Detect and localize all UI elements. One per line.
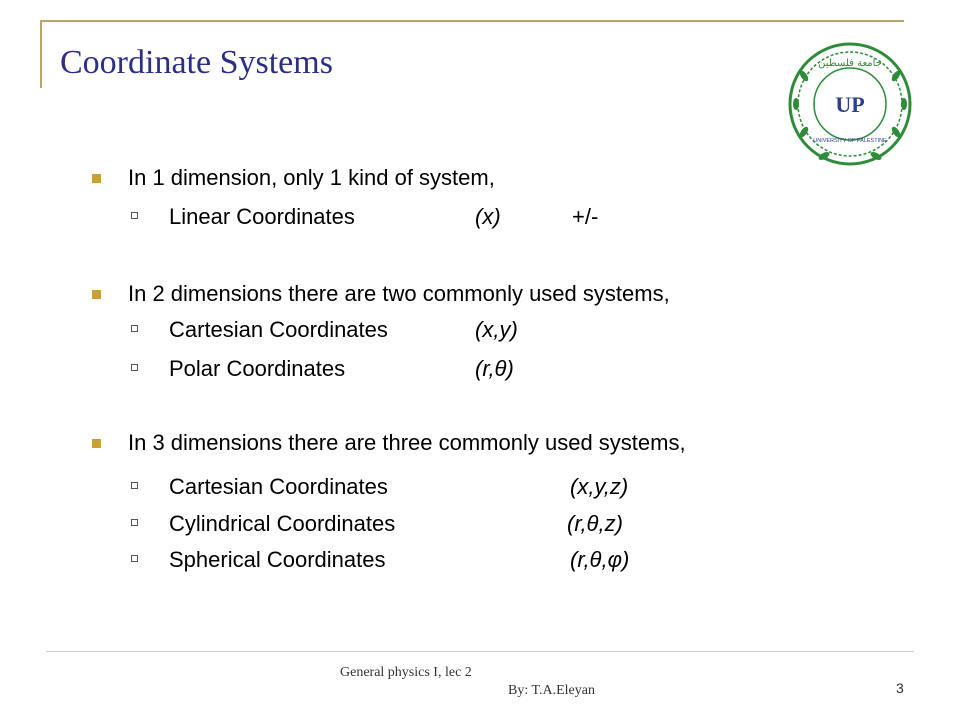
item-name: Linear Coordinates [169,204,355,229]
section-heading: In 1 dimension, only 1 kind of system, [128,165,495,190]
item-name: Cartesian Coordinates [169,317,388,342]
item-name: Cylindrical Coordinates [169,511,396,536]
footer-rule [46,651,914,652]
item-notation: (r,θ,φ) [570,547,630,572]
item-name: Cartesian Coordinates [169,474,388,499]
logo-ring-text: UNIVERSITY OF PALESTINE [813,138,887,144]
item-name: Polar Coordinates [169,356,346,381]
item-bullet [131,325,138,332]
section-heading: In 3 dimensions there are three commonly used systems, [128,430,686,455]
item-bullet [131,364,138,371]
footer-course: General physics I, lec 2 [340,665,472,680]
section-bullet [92,174,101,183]
item-notation: (r,θ) [475,356,514,381]
section-bullet [92,439,101,448]
item-bullet [131,212,138,219]
item-notation: (x) [475,204,501,229]
item-bullet [131,482,138,489]
item-extra: +/- [572,204,599,229]
page-number: 3 [896,680,904,696]
section-heading: In 2 dimensions there are two commonly used systems, [128,281,670,306]
section-bullet [92,290,101,299]
item-notation: (x,y) [475,317,518,342]
item-notation: (x,y,z) [570,474,629,499]
logo-initials: UP [835,92,865,117]
item-notation: (r,θ,z) [567,511,623,536]
footer-author: By: T.A.Eleyan [508,683,595,698]
slide-title: Coordinate Systems [60,44,333,81]
logo-arabic-text: جامعة فلسطين [818,58,882,69]
item-bullet [131,555,138,562]
item-name: Spherical Coordinates [169,547,386,572]
item-bullet [131,519,138,526]
